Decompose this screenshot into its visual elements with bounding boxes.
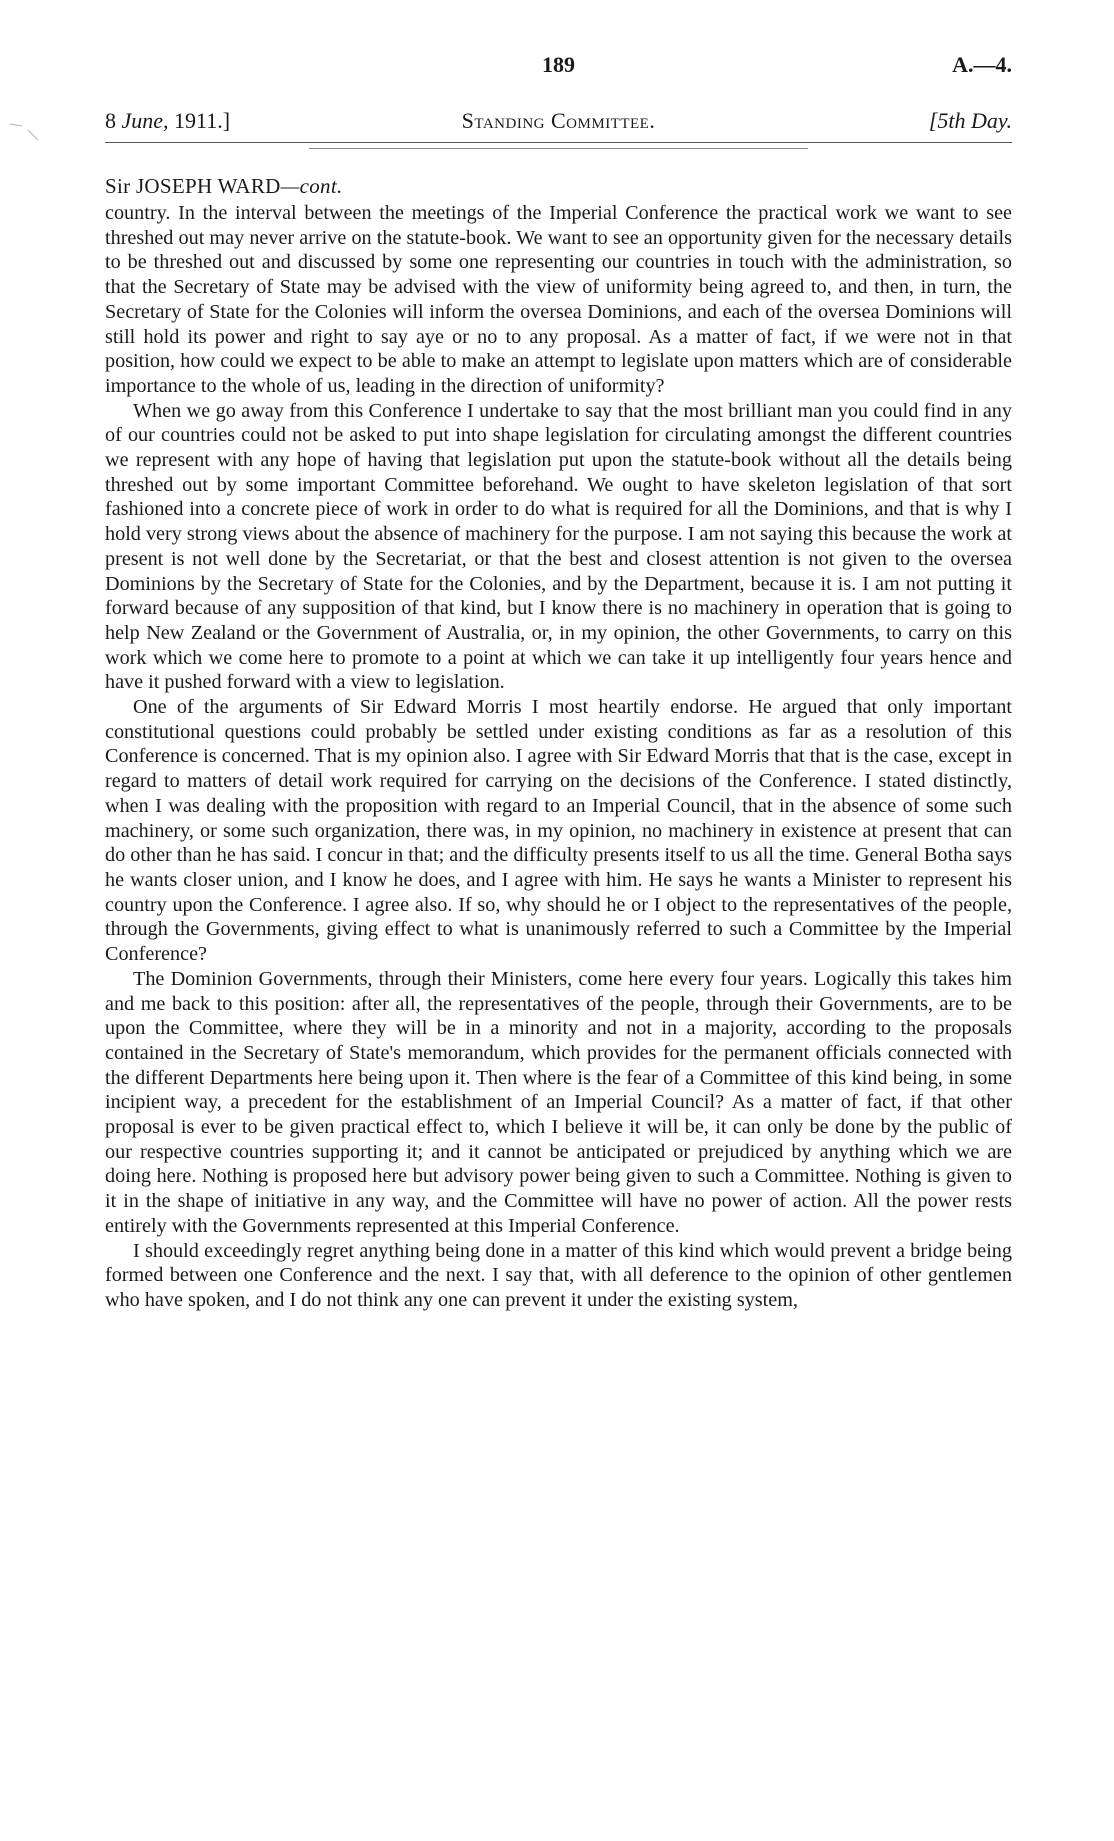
header-rule bbox=[105, 142, 1012, 143]
speaker-name: Sir JOSEPH WARD bbox=[105, 174, 281, 198]
top-line bbox=[105, 52, 1012, 86]
paragraph: country. In the interval between the meetings of the Imperial Conference the practical work we want to see threshed out may never arrive on the statute-book. We want to see an opportunity given for the necessary details to be threshed out and discussed by some one representing our countries in touch with the administration, so that the Secretary of State may be advised with the view of uniformity being agreed to, and then, in turn, the Secretary of State for the Colonies will inform the oversea Dominions, and each of the oversea Dominions will still hold its power and right to say aye or no to any proposal. As a matter of fact, if we were not in that position, how could we expect to be able to make an attempt to legislate upon matters which are of considerable importance to the whole of us, leading in the direction of uniformity? bbox=[105, 202, 1012, 397]
paragraph: I should exceedingly regret anything being done in a matter of this kind which would prevent a bridge being formed between one Conference and the next. I say that, with all deference to the opinion of other gentlemen who have spoken, and I do not think any one can prevent it under the existing system, bbox=[105, 1239, 1012, 1311]
speaker-heading bbox=[105, 171, 1012, 201]
header-rule-short bbox=[309, 148, 808, 149]
running-head-day: [5th Day. bbox=[928, 108, 1012, 133]
document-page bbox=[105, 52, 1012, 1313]
margin-scan-mark bbox=[8, 118, 48, 148]
running-head bbox=[105, 108, 1012, 138]
date-year: 1911.] bbox=[174, 108, 231, 133]
paragraph: When we go away from this Conference I undertake to say that the most brilliant man you could find in any of our countries could not be asked to put into shape legislation for circulating amongst the different countries we represent with any hope of having that legislation put upon the statute-book without all the details being threshed out by some important Committee beforehand. We ought to have skeleton legislation of that sort fashioned into a concrete piece of work in order to do what is required for all the Dominions, and that is why I hold very strong views about the absence of machinery for the purpose. I am not saying this because the work at present is not well done by the Secretariat, or that the best and closest attention is not given to the oversea Dominions by the Secretary of State for the Colonies, and by the Department, because it is. I am not putting it forward because of any supposition of that kind, but I know there is no machinery in operation that is going to help New Zealand or the Government of Australia, or, in my opinion, the other Governments, to carry on this work which we come here to promote to a point at which we can take it up intelligently four years hence and have it pushed forward with a view to legislation. bbox=[105, 399, 1012, 694]
date-day: 8 bbox=[105, 108, 116, 133]
paragraph: The Dominion Governments, through their Ministers, come here every four years. Logically this takes him and me back to this position: after all, the representatives of the people, through their Governments, are to be upon the Committee, where they will be in a minority and not in a majority, according to the proposals contained in the Secretary of State's memorandum, which provides for the permanent officials connected with the different Departments here being upon it. Then where is the fear of a Committee of this kind being, in some incipient way, a precedent for the establishment of an Imperial Council? As a matter of fact, if that other proposal is ever to be given practical effect to, which I believe it will be, it can only be done by the public of our respective countries supporting it; and it cannot be anticipated or prejudiced by anything which we are doing here. Nothing is proposed here but advisory power being given to such a Committee. Nothing is given to it in the shape of initiative in any way, and the Committee will have no power of action. All the power rests entirely with the Governments represented at this Imperial Conference. bbox=[105, 967, 1012, 1237]
paragraph: One of the arguments of Sir Edward Morris I most heartily endorse. He argued that only important constitutional questions could probably be settled under existing conditions as far as a resolution of this Conference is concerned. That is my opinion also. I agree with Sir Edward Morris that that is the case, except in regard to matters of detail work required for carrying on the decisions of the Conference. I stated distinctly, when I was dealing with the proposition with regard to an Imperial Council, that in the absence of some such machinery, or some such organization, there was, in my opinion, no machinery in existence at present that can do other than he has said. I concur in that; and the difficulty presents itself to us all the time. General Botha says he wants closer union, and I know he does, and I agree with him. He says he wants a Minister to represent his country upon the Conference. I agree also. If so, why should he or I object to the representatives of the people, through the Governments, giving effect to what is unanimously referred to such a Committee by the Imperial Conference? bbox=[105, 696, 1012, 966]
speaker-continued: —cont. bbox=[280, 174, 343, 198]
running-head-title: Standing Committee. bbox=[461, 108, 656, 133]
body-text bbox=[105, 201, 1012, 1313]
date-month: June, bbox=[121, 108, 169, 133]
document-reference: A.—4. bbox=[952, 52, 1012, 77]
page-number: 189 bbox=[542, 52, 575, 77]
